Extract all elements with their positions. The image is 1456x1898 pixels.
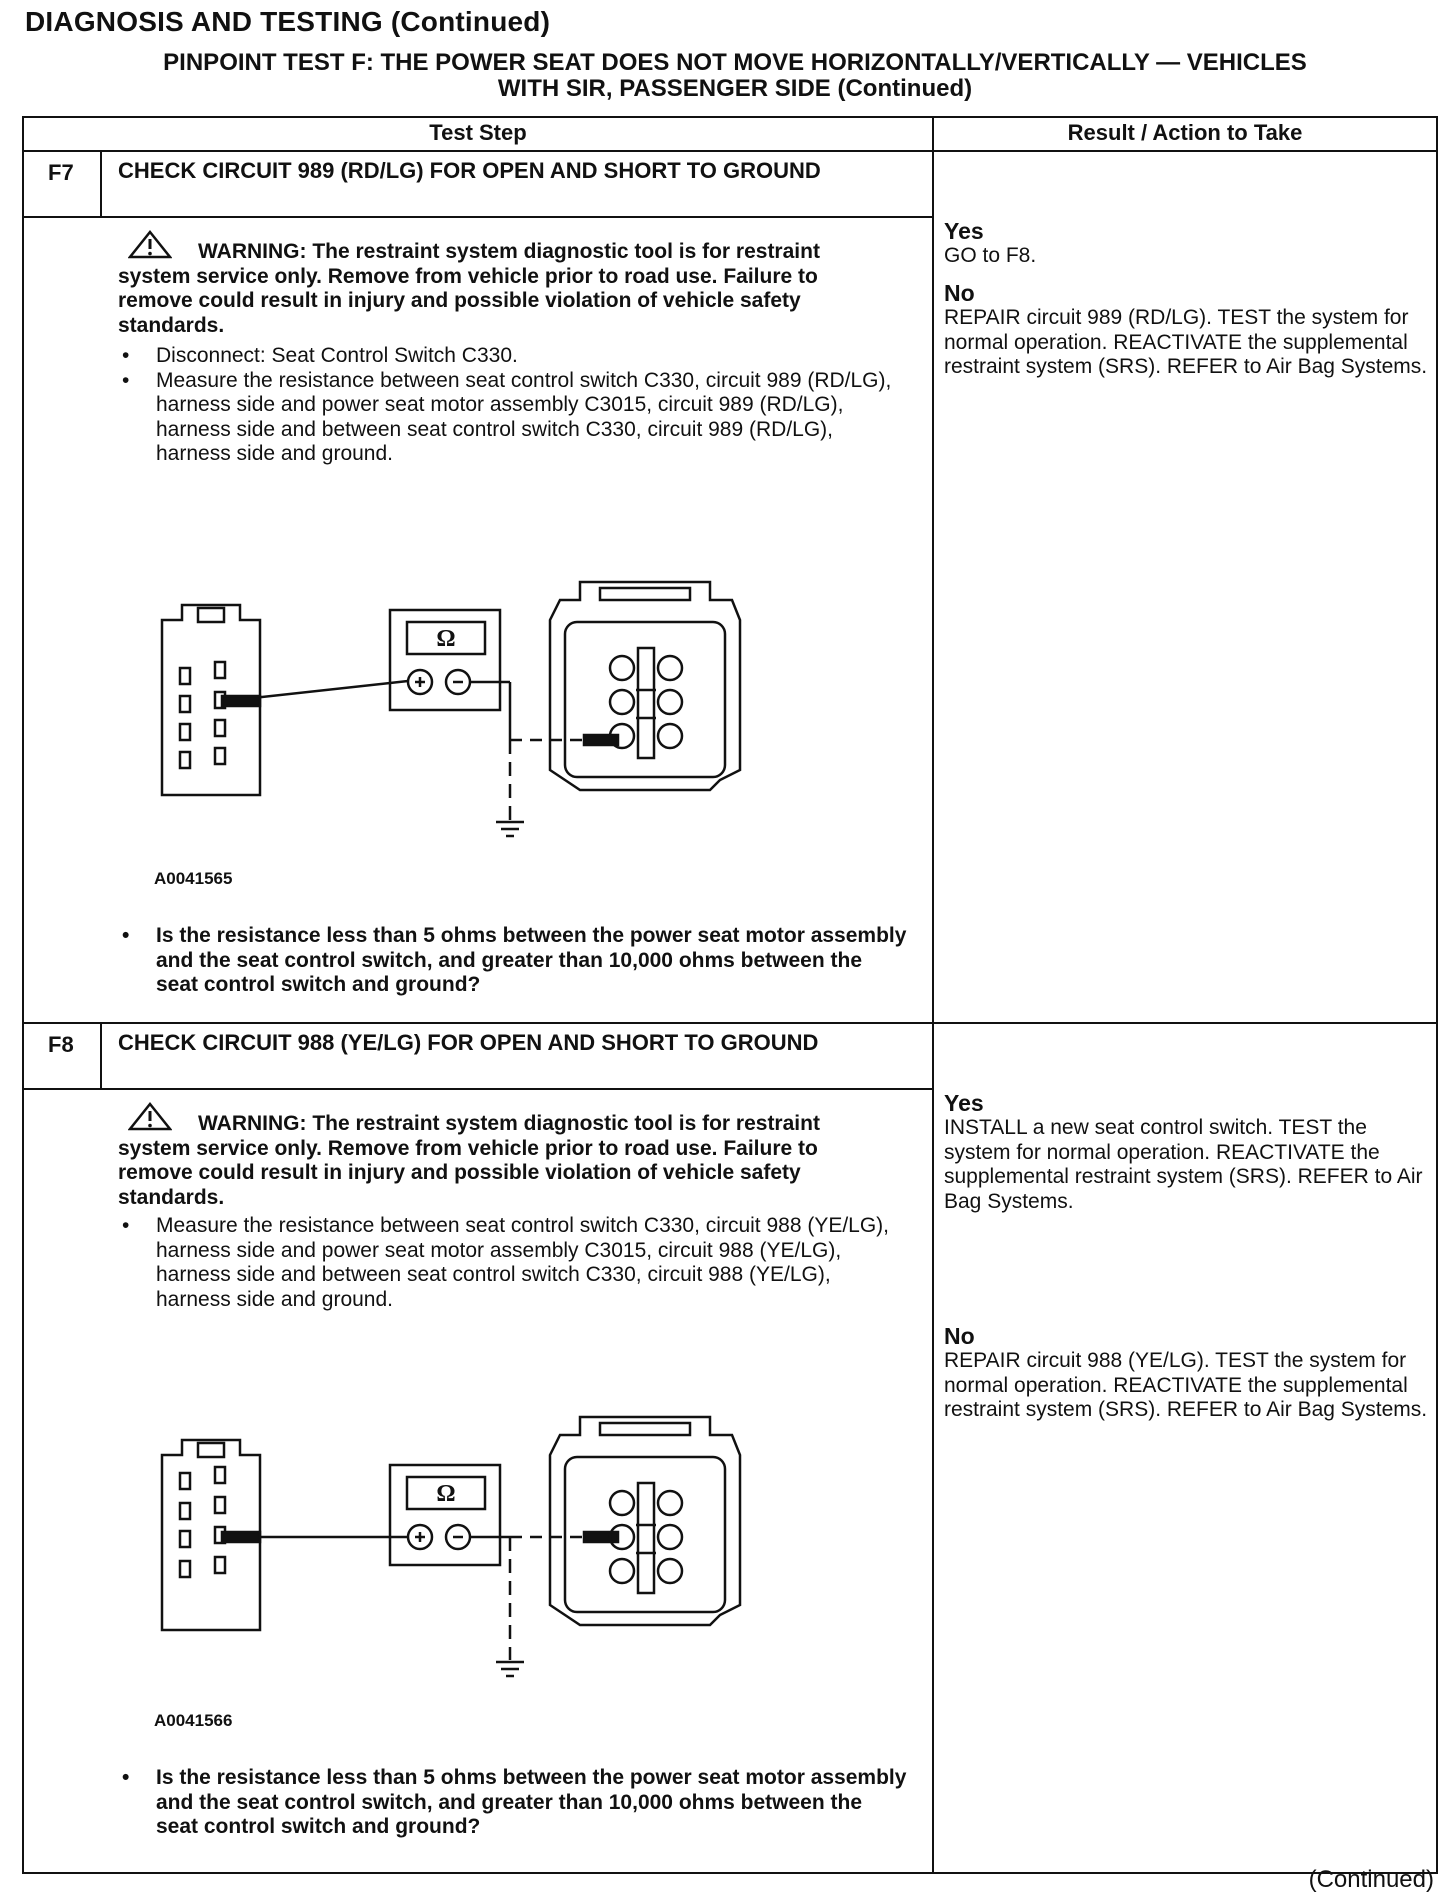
step-title: CHECK CIRCUIT 989 (RD/LG) FOR OPEN AND SHORT TO GROUND [118, 158, 821, 183]
no-label: No [944, 280, 975, 306]
page-title: DIAGNOSIS AND TESTING (Continued) [25, 6, 551, 37]
test-leads [222, 681, 618, 820]
column-header-test-step: Test Step [429, 120, 527, 145]
ground-icon [496, 1662, 524, 1676]
figure-id: A0041565 [154, 869, 233, 888]
question-item: • Is the resistance less than 5 ohms between the power seat motor assembly and the seat control switch, and greater than 10,000 ohms between the seat control switch and ground? [118, 924, 908, 998]
warning-text: WARNING: The restraint system diagnostic tool is for restraint system service only. Remove from vehicle prior to road use. Failure to remove could result in injury and possible violation of vehicle safety standards. [118, 240, 820, 337]
question-list [118, 924, 908, 998]
figure-id: A0041566 [154, 1711, 233, 1730]
page-subtitle [25, 50, 1445, 102]
list-item: • Disconnect: Seat Control Switch C330. [118, 344, 898, 369]
yes-action: GO to F8. [944, 244, 1037, 267]
step-id: F8 [48, 1032, 74, 1057]
no-action: REPAIR circuit 989 (RD/LG). TEST the system for normal operation. REACTIVATE the supplemental restraint system (SRS). REFER to Air Bag Systems. [944, 306, 1428, 378]
column-header-result: Result / Action to Take [1067, 120, 1303, 145]
continued-label: (Continued) [1308, 1866, 1434, 1893]
no-label: No [944, 1323, 975, 1349]
step-id: F7 [48, 160, 74, 185]
warning-text: WARNING: The restraint system diagnostic tool is for restraint system service only. Remove from vehicle prior to road use. Failure to remove could result in injury and possible violation of vehicle safety standards. [118, 1112, 820, 1209]
instruction-list [118, 344, 898, 467]
step-title: CHECK CIRCUIT 988 (YE/LG) FOR OPEN AND SHORT TO GROUND [118, 1030, 819, 1055]
motor-connector [550, 1417, 740, 1625]
circuit-diagram-f8 [160, 1415, 760, 1685]
ohmmeter [390, 610, 500, 710]
motor-connector [550, 582, 740, 790]
list-item: • Measure the resistance between seat control switch C330, circuit 988 (YE/LG), harness side and power seat motor assembly C3015, circuit 988 (YE/LG), harness side and between seat control switch C330, circuit 988 (YE/LG), harness side and ground. [118, 1214, 898, 1312]
instruction-list [118, 1214, 898, 1312]
question-list [118, 1766, 908, 1840]
test-leads [222, 1532, 618, 1660]
yes-action: INSTALL a new seat control switch. TEST the system for normal operation. REACTIVATE the supplemental restraint system (SRS). REFER to Air Bag Systems. [944, 1116, 1423, 1213]
yes-label: Yes [944, 1090, 984, 1116]
ohm-symbol: Ω [436, 1481, 456, 1507]
question-item: • Is the resistance less than 5 ohms between the power seat motor assembly and the seat control switch, and greater than 10,000 ohms between the seat control switch and ground? [118, 1766, 908, 1840]
list-item: • Measure the resistance between seat control switch C330, circuit 989 (RD/LG), harness side and power seat motor assembly C3015, circuit 989 (RD/LG), harness side and between seat control switch C330, circuit 989 (RD/LG), harness side and ground. [118, 369, 898, 467]
ohmmeter [390, 1465, 500, 1565]
circuit-diagram-f7 [160, 580, 760, 850]
subtitle-line-1: PINPOINT TEST F: THE POWER SEAT DOES NOT MOVE HORIZONTALLY/VERTICALLY — VEHICLES [163, 49, 1307, 76]
ground-icon [496, 822, 524, 836]
subtitle-line-2: WITH SIR, PASSENGER SIDE (Continued) [497, 75, 973, 102]
yes-label: Yes [944, 218, 984, 244]
ohm-symbol: Ω [436, 626, 456, 652]
no-action: REPAIR circuit 988 (YE/LG). TEST the system for normal operation. REACTIVATE the supplemental restraint system (SRS). REFER to Air Bag Systems. [944, 1349, 1428, 1421]
